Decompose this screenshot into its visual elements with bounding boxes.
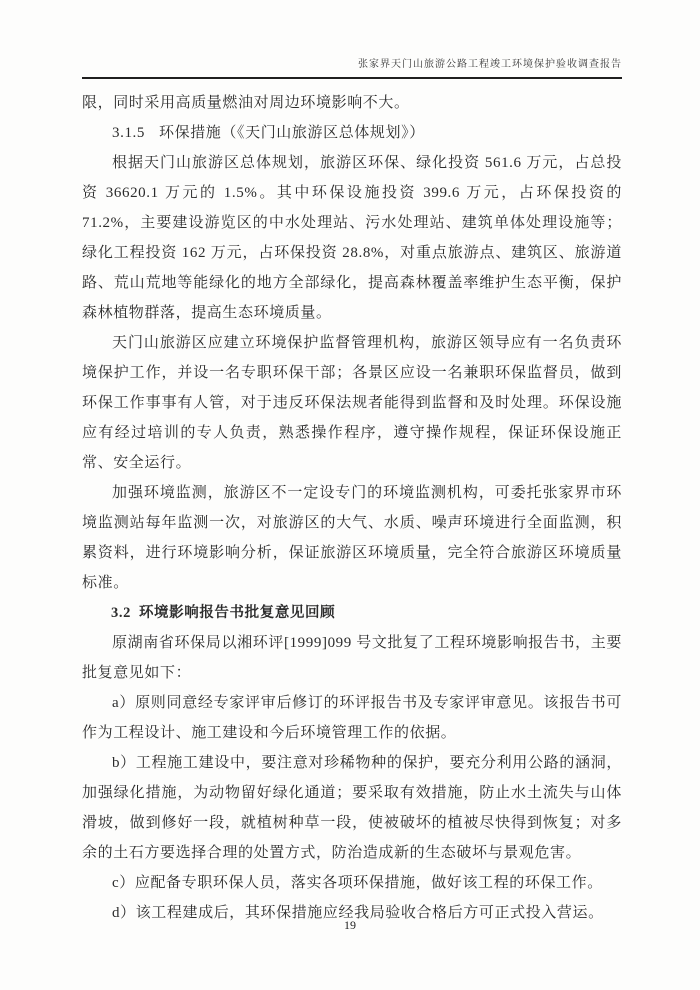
carryover-paragraph: 限，同时采用高质量燃油对周边环境影响不大。	[82, 95, 410, 111]
paragraph: 天门山旅游区应建立环境保护监督管理机构，旅游区领导应有一名负责环境保护工作，并设一名专职环保干部；各景区应设一名兼职环保监督员，做到环保工作事事有人管，对于违反环保法规者能得到监督和及时处理。环保设施应有经过培训的专人负责，熟悉操作程序，遵守操作规程，保证环保设施正常、安全运行。	[82, 335, 622, 471]
section-number: 3.2	[111, 605, 131, 621]
paragraph: 加强环境监测，旅游区不一定设专门的环境监测机构，可委托张家界市环境监测站每年监测一次，对旅游区的大气、水质、噪声环境进行全面监测，积累资料，进行环境影响分析，保证旅游区环境质量，完全符合旅游区环境质量标准。	[82, 485, 622, 591]
paragraph: d）该工程建成后，其环保措施应经我局验收合格后方可正式投入营运。	[112, 905, 604, 921]
paragraph: 根据天门山旅游区总体规划，旅游区环保、绿化投资 561.6 万元，占总投资 36620.1 万元的 1.5%。其中环保设施投资 399.6 万元，占环保投资的 71.2%，主要建设游览区的中水处理站、污水处理站、建筑单体处理设施等；绿化工程投资 162 万元，占环保投资 28.8%，对重点旅游点、建筑区、旅游道路、荒山荒地等能绿化的地方全部绿化，提高森林覆盖率维护生态平衡，保护森林植物群落，提高生态环境质量。	[82, 155, 622, 321]
section-title: 环保措施（《天门山旅游区总体规划》）	[159, 125, 425, 141]
section-heading-3-2	[82, 598, 622, 628]
paragraph: c）应配备专职环保人员，落实各项环保措施，做好该工程的环保工作。	[112, 875, 603, 891]
paragraph: a）原则同意经专家评审后修订的环评报告书及专家评审意见。该报告书可作为工程设计、施工建设和今后环境管理工作的依据。	[82, 695, 622, 741]
section-heading-3-1-5	[82, 118, 622, 148]
paragraph: b）工程施工建设中，要注意对珍稀物种的保护，要充分利用公路的涵洞，加强绿化措施，为动物留好绿化通道；要采取有效措施，防止水土流失与山体滑坡，做到修好一段，就植树种草一段，使被破坏的植被尽快得到恢复；对多余的土石方要选择合理的处置方式，防治造成新的生态破坏与景观危害。	[82, 755, 622, 861]
page-footer	[0, 918, 700, 933]
page-number: 19	[344, 918, 356, 932]
running-header-title: 张家界天门山旅游公路工程竣工环境保护验收调查报告	[358, 59, 622, 70]
document-body	[82, 88, 622, 928]
header-rule	[82, 77, 622, 79]
paragraph: 原湖南省环保局以湘环评[1999]099 号文批复了工程环境影响报告书，主要批复意见如下：	[82, 635, 622, 681]
section-number: 3.1.5	[112, 125, 145, 141]
section-title: 环境影响报告书批复意见回顾	[138, 605, 336, 621]
